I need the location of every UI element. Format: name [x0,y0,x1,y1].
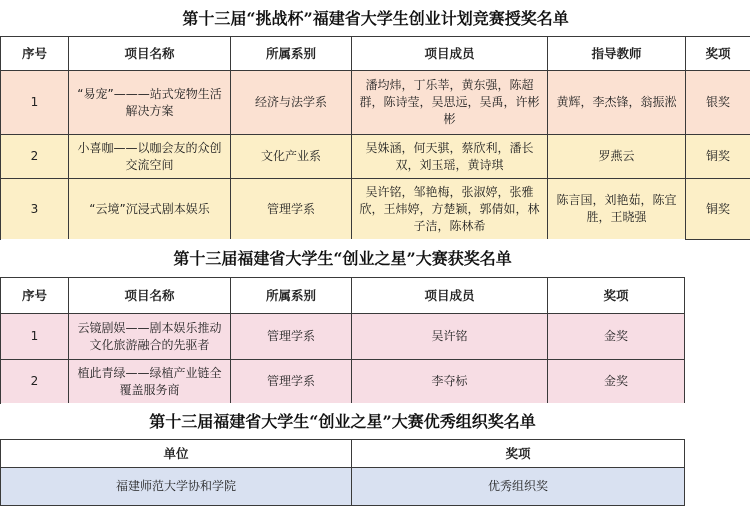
row-project: “云境”沉浸式剧本娱乐 [69,179,231,240]
col-header-project: 项目名称 [69,37,231,71]
row-award: 铜奖 [686,135,750,179]
col-header-advisors: 指导教师 [548,37,686,71]
table-row [1,360,685,404]
row-project: 植此青绿——绿植产业链全覆盖服务商 [69,360,231,404]
row-dept: 管理学系 [231,179,352,240]
row-project: 小喜咖——以咖会友的众创交流空间 [69,135,231,179]
table-row [1,135,750,179]
row-advisors: 陈言国，刘艳茹，陈宜胜，王晓强 [548,179,686,240]
col-header-award: 奖项 [548,278,685,314]
table-row [1,468,685,506]
row-dept: 管理学系 [231,360,352,404]
table1-title: 第十三届“挑战杯”福建省大学生创业计划竞赛授奖名单 [1,0,750,37]
table-row [1,179,750,240]
row-dept: 管理学系 [231,314,352,360]
row-advisors: 黄辉，李杰锋，翁振淞 [548,71,686,135]
row-dept: 文化产业系 [231,135,352,179]
col-header-dept: 所属系别 [231,278,352,314]
table-row [1,314,685,360]
row-members: 吴许铭 [352,314,548,360]
row-project: 云镜剧娱——剧本娱乐推动文化旅游融合的先驱者 [69,314,231,360]
table3-title: 第十三届福建省大学生“创业之星”大赛优秀组织奖名单 [1,403,685,440]
award-table-entrepreneur-star [0,239,685,404]
row-members: 潘均炜，丁乐莘，黄东强，陈超群，陈诗莹，吴思远，吴禹，许彬彬 [352,71,548,135]
row-members: 李夺标 [352,360,548,404]
row-no: 1 [1,71,69,135]
row-award: 优秀组织奖 [352,468,685,506]
row-members: 吴姝涵，何天骐，蔡欣利，潘长双，刘玉瑶，黄诗琪 [352,135,548,179]
row-project: “易宠”———站式宠物生活解决方案 [69,71,231,135]
row-no: 1 [1,314,69,360]
award-table-organization [0,403,685,506]
row-award: 金奖 [548,360,685,404]
row-members: 吴许铭，邹艳梅，张淑婷，张雅欣，王炜婷，方楚颖，郭倩如，林子洁，陈林希 [352,179,548,240]
award-table-challenge-cup [0,0,750,240]
col-header-award: 奖项 [686,37,750,71]
row-unit: 福建师范大学协和学院 [1,468,352,506]
row-award: 银奖 [686,71,750,135]
row-no: 2 [1,135,69,179]
col-header-members: 项目成员 [352,278,548,314]
table2-title: 第十三届福建省大学生“创业之星”大赛获奖名单 [1,239,685,278]
row-award: 铜奖 [686,179,750,240]
row-no: 2 [1,360,69,404]
col-header-unit: 单位 [1,440,352,468]
col-header-dept: 所属系别 [231,37,352,71]
col-header-award: 奖项 [352,440,685,468]
row-advisors: 罗燕云 [548,135,686,179]
col-header-no: 序号 [1,278,69,314]
row-no: 3 [1,179,69,240]
row-dept: 经济与法学系 [231,71,352,135]
row-award: 金奖 [548,314,685,360]
table-row [1,71,750,135]
col-header-project: 项目名称 [69,278,231,314]
col-header-no: 序号 [1,37,69,71]
col-header-members: 项目成员 [352,37,548,71]
